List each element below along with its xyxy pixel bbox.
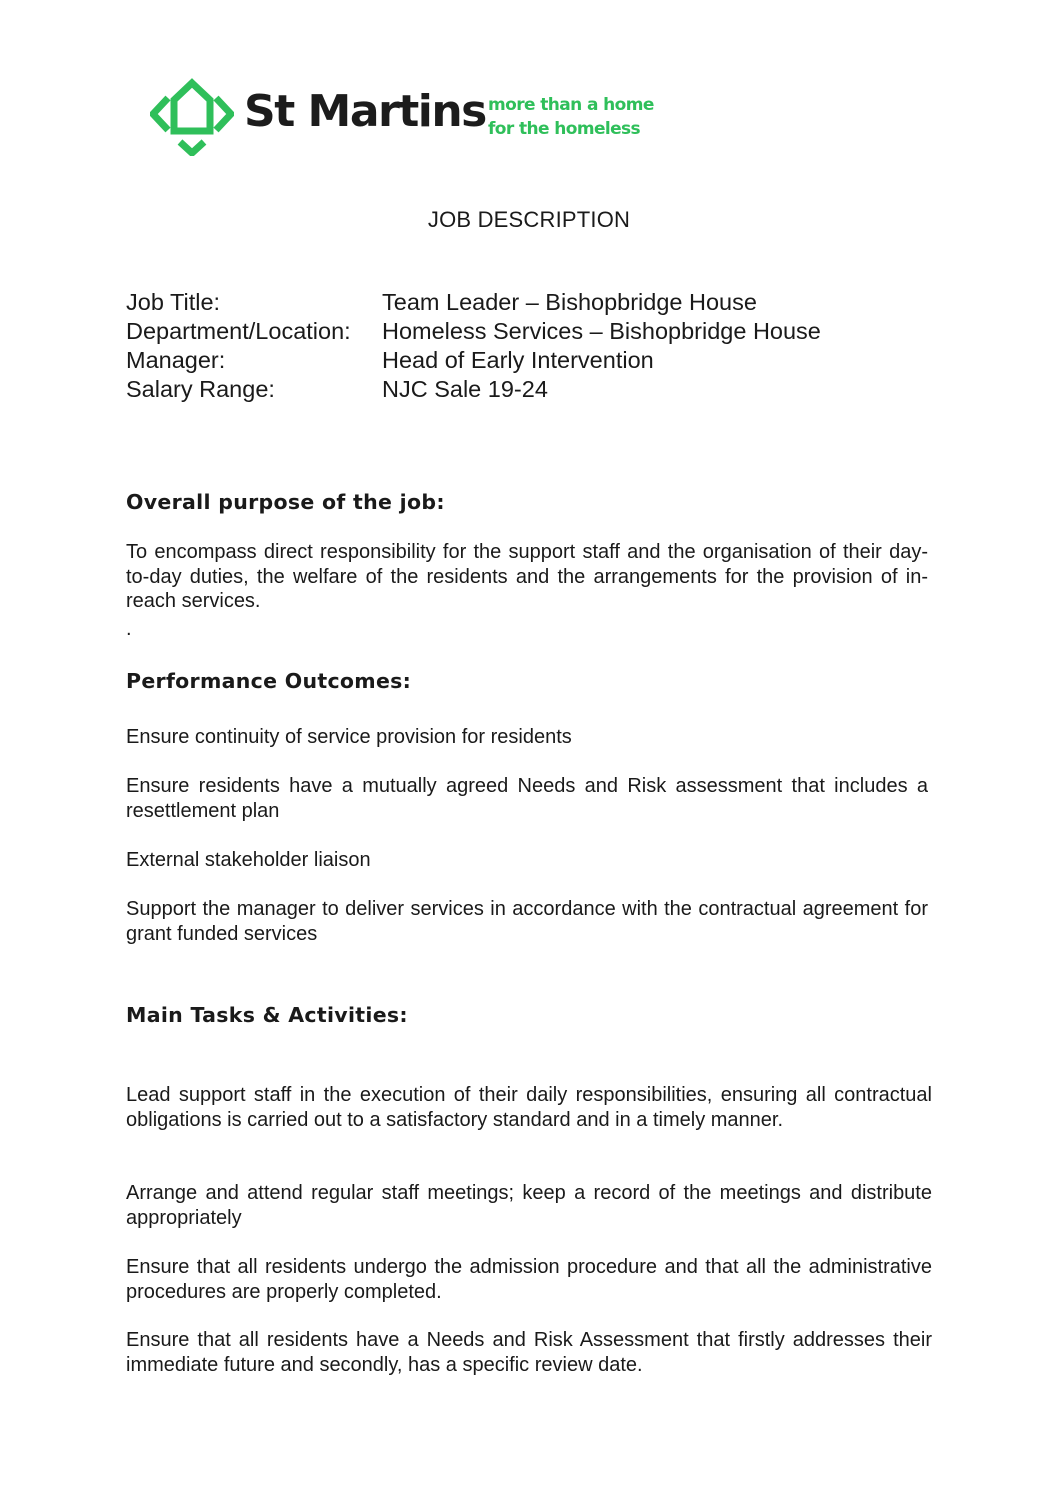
outcome-item: Ensure continuity of service provision for residents xyxy=(126,726,572,748)
job-info-table xyxy=(126,288,821,404)
department-value: Homeless Services – Bishopbridge House xyxy=(382,318,821,344)
task-item: Lead support staff in the execution of their daily responsibilities, ensuring all contractual obligations is carried out to a satisfactory standard and in a timely manner. xyxy=(126,1084,932,1131)
document-title: JOB DESCRIPTION xyxy=(427,207,631,232)
task-item: Ensure that all residents have a Needs and Risk Assessment that firstly addresses their immediate future and secondly, has a specific review date. xyxy=(126,1329,932,1376)
manager-value: Head of Early Intervention xyxy=(382,347,654,373)
job-title-row xyxy=(126,288,821,317)
purpose-trailing-dot: . xyxy=(126,618,132,640)
outcomes-heading: Performance Outcomes: xyxy=(126,669,412,693)
outcome-item: Support the manager to deliver services in accordance with the contractual agreement for grant funded services xyxy=(126,898,928,945)
logo-name: St Martins xyxy=(244,86,486,137)
manager-label: Manager: xyxy=(126,347,226,373)
task-item: Arrange and attend regular staff meetings; keep a record of the meetings and distribute appropriately xyxy=(126,1182,932,1229)
department-row xyxy=(126,317,821,346)
salary-value: NJC Sale 19-24 xyxy=(382,376,548,402)
job-title-value: Team Leader – Bishopbridge House xyxy=(382,289,757,315)
department-label: Department/Location: xyxy=(126,318,351,344)
logo-tagline xyxy=(488,93,654,141)
purpose-text: To encompass direct responsibility for the support staff and the organisation of their day-to-day duties, the welfare of the residents and the arrangements for the provision of in-reach services. xyxy=(126,541,928,612)
house-diamond-logo-icon xyxy=(150,76,234,156)
outcome-item: External stakeholder liaison xyxy=(126,849,371,871)
task-item: Ensure that all residents undergo the admission procedure and that all the administrative procedures are properly completed. xyxy=(126,1256,932,1303)
manager-row xyxy=(126,346,821,375)
job-title-label: Job Title: xyxy=(126,289,221,315)
logo-tagline-line2: for the homeless xyxy=(488,119,641,139)
logo-tagline-line1: more than a home xyxy=(488,95,654,115)
st-martins-logo xyxy=(150,76,670,158)
salary-row xyxy=(126,375,821,404)
salary-label: Salary Range: xyxy=(126,376,275,402)
outcome-item: Ensure residents have a mutually agreed Needs and Risk assessment that includes a resettlement plan xyxy=(126,775,928,822)
purpose-heading: Overall purpose of the job: xyxy=(126,490,445,514)
tasks-heading: Main Tasks & Activities: xyxy=(126,1003,408,1027)
